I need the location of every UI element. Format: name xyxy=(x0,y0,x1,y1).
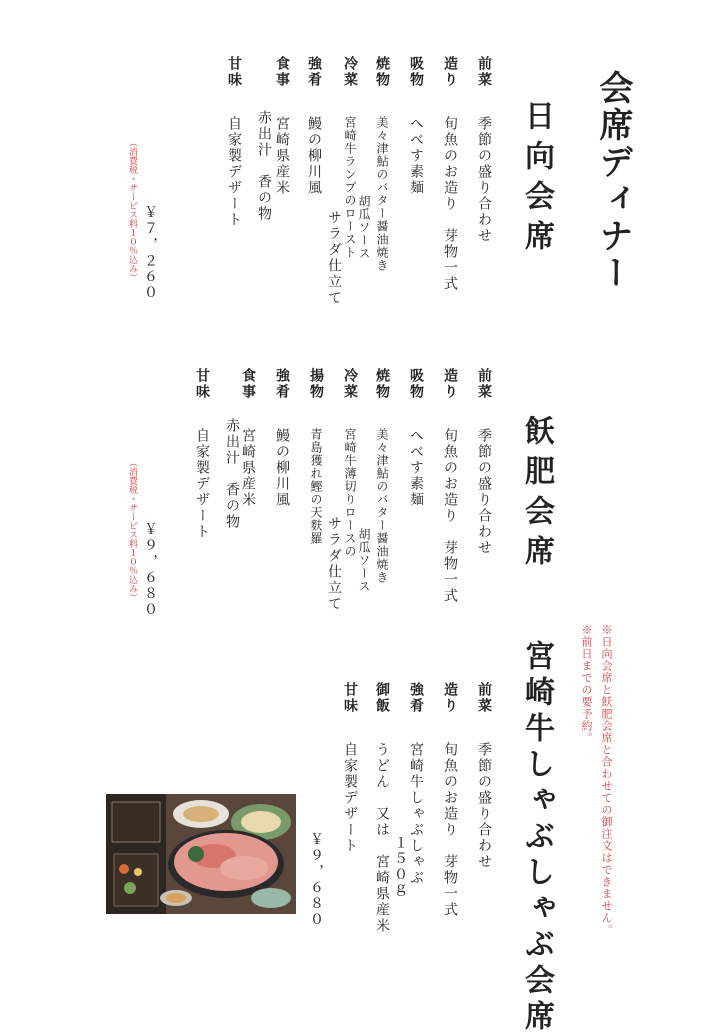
price-hyuga: ￥７，２６０ xyxy=(142,205,158,301)
menu-item: 冷菜宮崎牛薄切りロースの xyxy=(342,368,358,558)
course-title-shabu: 宮崎牛しゃぶしゃぶ会席 xyxy=(519,640,554,1036)
price-obi: ￥９，６８０ xyxy=(142,522,158,618)
tax-note-obi: （消費税・サービス料１０％込み） xyxy=(127,458,137,602)
menu-item: 揚物青島獲れ鰹の天麩羅 xyxy=(308,368,324,545)
menu-item: 吸物へべす素麺 xyxy=(408,56,424,196)
menu-item: 強肴鰻の柳川風 xyxy=(274,368,290,508)
menu-item: 造り旬魚のお造り 芽物一式 xyxy=(442,368,458,604)
menu-item-sub: サラダ仕立て xyxy=(326,516,342,612)
menu-item: 強肴宮崎牛しゃぶしゃぶ xyxy=(408,682,424,886)
order-note: ※日向会席と飫肥会席と合わせての御注文はできません。 xyxy=(600,624,613,936)
menu-item: 造り旬魚のお造り 芽物一式 xyxy=(442,682,458,918)
menu-item: 御飯うどん 又は 宮崎県産米 xyxy=(374,682,390,934)
menu-item: 冷菜宮崎牛ランプのロースト xyxy=(342,56,358,259)
menu-item-sub: 赤出汁 香の物 xyxy=(224,418,240,530)
page-title: 会席ディナー xyxy=(593,70,633,292)
menu-item: 強肴鰻の柳川風 xyxy=(306,56,322,196)
menu-item: 甘味自家製デザート xyxy=(342,682,358,854)
menu-item: 前菜季節の盛り合わせ xyxy=(476,368,492,556)
menu-item: 食事宮崎県産米 xyxy=(240,368,256,508)
menu-item-sub: 胡瓜ソース xyxy=(357,195,371,260)
kaiseki-dish-photo xyxy=(106,794,296,914)
reservation-note: ※前日までの要予約。 xyxy=(580,624,593,744)
menu-item: 甘味自家製デザート xyxy=(194,368,210,540)
menu-item-sub: 胡瓜ソース xyxy=(357,528,371,593)
menu-item-sub: サラダ仕立て xyxy=(326,210,342,306)
menu-item: 焼物美々津鮎のバター醤油焼き xyxy=(374,368,390,584)
food-illustration-icon xyxy=(106,794,296,914)
menu-item: 吸物へべす素麺 xyxy=(408,368,424,508)
menu-item-sub: 赤出汁 香の物 xyxy=(256,110,272,222)
menu-item: 甘味自家製デザート xyxy=(226,56,242,228)
price-shabu: ￥９，６８０ xyxy=(308,832,324,928)
course-title-hyuga: 日向会席 xyxy=(519,100,554,260)
menu-item: 前菜季節の盛り合わせ xyxy=(476,682,492,870)
course-title-obi: 飫肥会席 xyxy=(519,415,554,575)
menu-item-sub: １５０ｇ xyxy=(392,835,408,899)
menu-item: 焼物美々津鮎のバター醤油焼き xyxy=(374,56,390,272)
menu-item: 前菜季節の盛り合わせ xyxy=(476,56,492,244)
tax-note-hyuga: （消費税・サービス料１０％込み） xyxy=(127,138,137,282)
menu-item: 食事宮崎県産米 xyxy=(274,56,290,196)
menu-item: 造り旬魚のお造り 芽物一式 xyxy=(442,56,458,292)
